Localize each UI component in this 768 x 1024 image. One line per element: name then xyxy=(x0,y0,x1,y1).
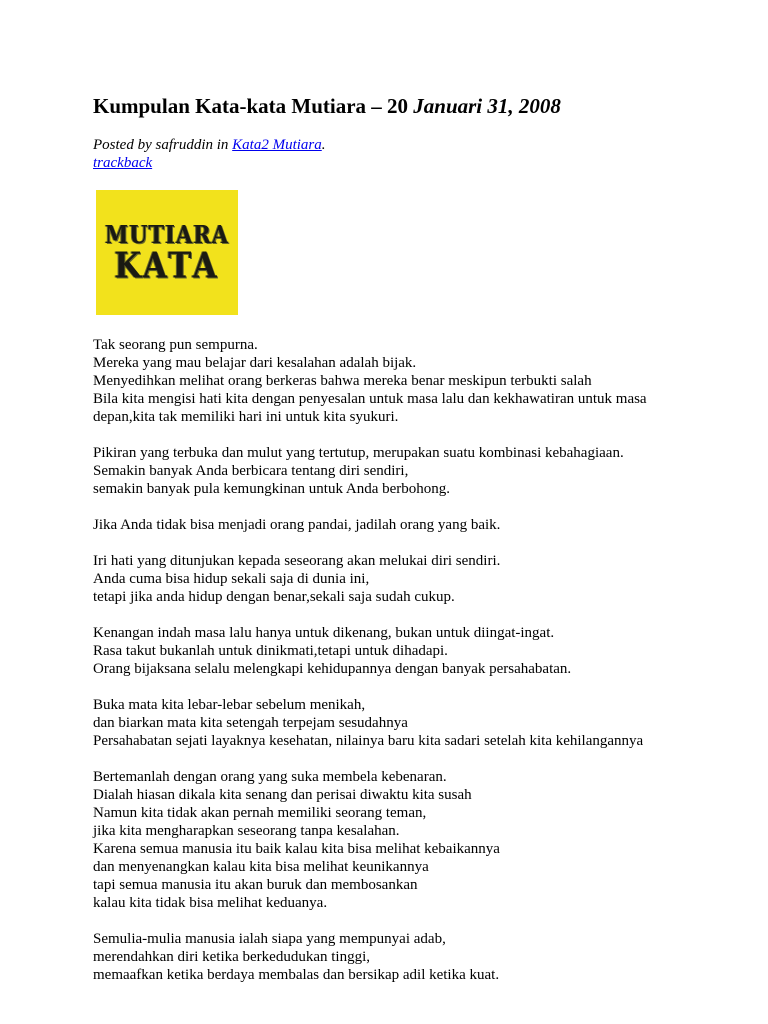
text-line: Bertemanlah dengan orang yang suka membela kebenaran. xyxy=(93,769,447,785)
paragraph xyxy=(93,516,743,534)
text-line: Persahabatan sejati layaknya kesehatan, nilainya baru kita sadari setelah kita kehilangannya xyxy=(93,733,644,749)
text-line: jika kita mengharapkan seseorang tanpa kesalahan. xyxy=(93,823,400,839)
paragraph xyxy=(93,624,743,678)
meta-period: . xyxy=(321,137,326,153)
logo-word-mutiara: MUTIARA xyxy=(104,219,230,249)
logo-word-kata: KATA xyxy=(114,244,220,287)
paragraph xyxy=(93,930,743,984)
text-line: Dialah hiasan dikala kita senang dan perisai diwaktu kita susah xyxy=(93,787,472,803)
text-line: Semakin banyak Anda berbicara tentang diri sendiri, xyxy=(93,463,409,479)
paragraph xyxy=(93,552,743,606)
text-line: dan biarkan mata kita setengah terpejam sesudahnya xyxy=(93,715,408,731)
text-line: Iri hati yang ditunjukan kepada seseorang akan melukai diri sendiri. xyxy=(93,553,501,569)
category-link[interactable]: Kata2 Mutiara xyxy=(232,137,322,153)
paragraph xyxy=(93,768,743,912)
text-line: Buka mata kita lebar-lebar sebelum menikah, xyxy=(93,697,366,713)
text-line: Pikiran yang terbuka dan mulut yang tertutup, merupakan suatu kombinasi kebahagiaan. xyxy=(93,445,624,461)
paragraph xyxy=(93,336,743,426)
text-line: Namun kita tidak akan pernah memiliki seorang teman, xyxy=(93,805,427,821)
post-title-text: Kumpulan Kata-kata Mutiara – 20 xyxy=(93,94,409,118)
text-line: semakin banyak pula kemungkinan untuk Anda berbohong. xyxy=(93,481,451,497)
text-line: Rasa takut bukanlah untuk dinikmati,tetapi untuk dihadapi. xyxy=(93,643,448,659)
text-line: tapi semua manusia itu akan buruk dan membosankan xyxy=(93,877,418,893)
post-body xyxy=(93,336,743,1002)
paragraph xyxy=(93,444,743,498)
trackback-link[interactable]: trackback xyxy=(93,155,153,171)
text-line: Jika Anda tidak bisa menjadi orang pandai, jadilah orang yang baik. xyxy=(93,517,501,533)
post-date: Januari 31, 2008 xyxy=(413,94,561,118)
text-line: kalau kita tidak bisa melihat keduanya. xyxy=(93,895,328,911)
text-line: dan menyenangkan kalau kita bisa melihat keunikannya xyxy=(93,859,429,875)
text-line: Anda cuma bisa hidup sekali saja di dunia ini, xyxy=(93,571,370,587)
text-line: Mereka yang mau belajar dari kesalahan adalah bijak. xyxy=(93,355,417,371)
text-line: memaafkan ketika berdaya membalas dan bersikap adil ketika kuat. xyxy=(93,967,500,983)
text-line: tetapi jika anda hidup dengan benar,sekali saja sudah cukup. xyxy=(93,589,455,605)
mutiara-kata-logo-image xyxy=(96,190,238,315)
text-line: Orang bijaksana selalu melengkapi kehidupannya dengan banyak persahabatan. xyxy=(93,661,572,677)
post-title xyxy=(93,92,561,120)
text-line: Menyedihkan melihat orang berkeras bahwa mereka benar meskipun terbukti salah xyxy=(93,373,592,389)
paragraph xyxy=(93,696,743,750)
post-meta xyxy=(93,136,326,172)
text-line: Kenangan indah masa lalu hanya untuk dikenang, bukan untuk diingat-ingat. xyxy=(93,625,555,641)
posted-by-text: Posted by safruddin in xyxy=(93,137,229,153)
text-line: Bila kita mengisi hati kita dengan penyesalan untuk masa lalu dan kekhawatiran untuk masa xyxy=(93,391,647,407)
text-line: Karena semua manusia itu baik kalau kita bisa melihat kebaikannya xyxy=(93,841,500,857)
text-line: Semulia-mulia manusia ialah siapa yang mempunyai adab, xyxy=(93,931,446,947)
text-line: depan,kita tak memiliki hari ini untuk kita syukuri. xyxy=(93,409,399,425)
text-line: merendahkan diri ketika berkedudukan tinggi, xyxy=(93,949,370,965)
text-line: Tak seorang pun sempurna. xyxy=(93,337,258,353)
